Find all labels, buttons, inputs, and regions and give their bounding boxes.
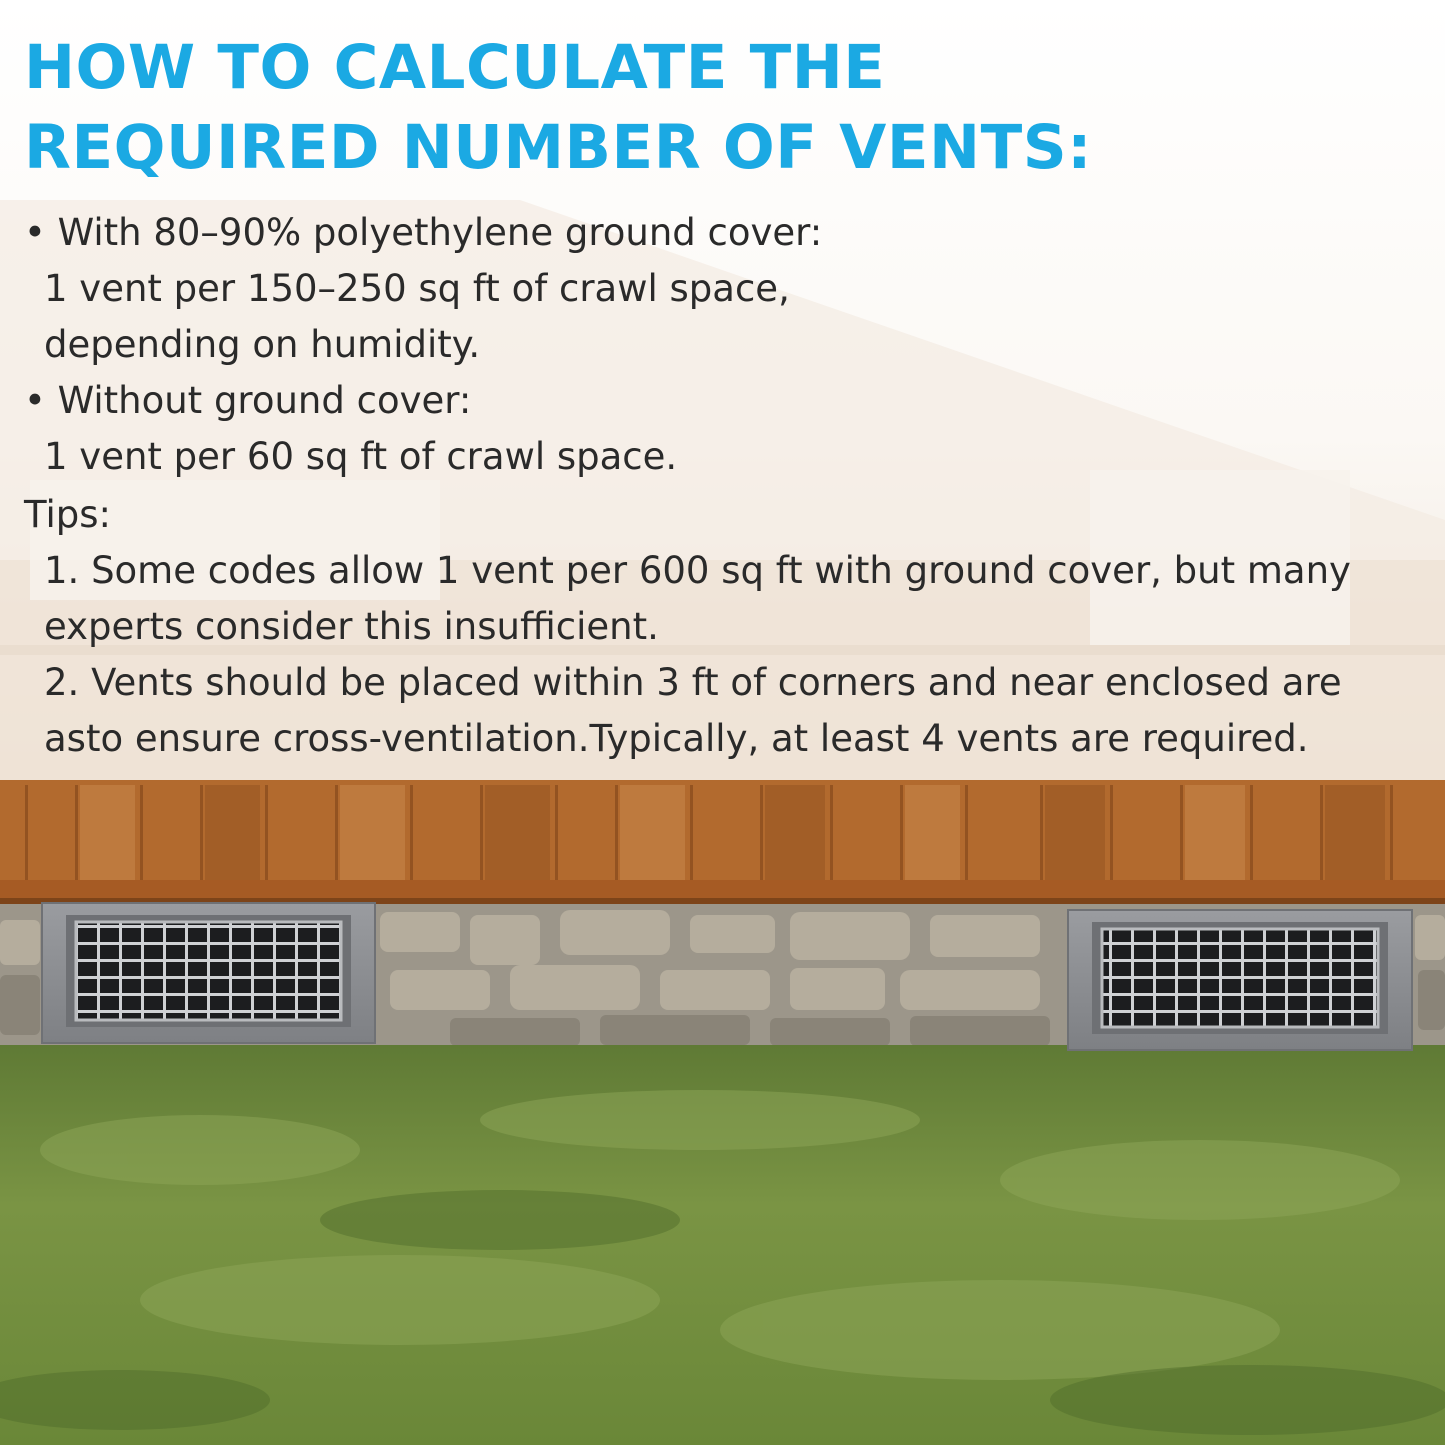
lawn xyxy=(0,1045,1445,1445)
bullet-lead: • Without ground cover: xyxy=(24,379,472,422)
tip-line: asto ensure cross-ventilation.Typically, at least 4 vents are required. xyxy=(44,717,1309,760)
bullet-lead: • With 80–90% polyethylene ground cover: xyxy=(24,211,823,254)
tip-item-2 xyxy=(24,655,1424,767)
tip-item-1 xyxy=(24,543,1424,655)
bullet-ground-cover xyxy=(24,205,1424,373)
bullet-detail: 1 vent per 60 sq ft of crawl space. xyxy=(44,435,678,478)
vent-guidelines xyxy=(24,205,1424,767)
page-title xyxy=(24,28,1424,188)
foundation-vent-right xyxy=(1068,910,1412,1050)
tip-line: 1. Some codes allow 1 vent per 600 sq ft with ground cover, but many xyxy=(44,549,1351,592)
foundation-vent-left xyxy=(42,903,375,1043)
title-line-2: REQUIRED NUMBER OF VENTS: xyxy=(24,112,1093,183)
bullet-no-ground-cover xyxy=(24,373,1424,485)
wood-siding xyxy=(0,780,1445,904)
title-line-1: HOW TO CALCULATE THE xyxy=(24,32,886,103)
bullet-detail: depending on humidity. xyxy=(44,323,481,366)
tip-line: 2. Vents should be placed within 3 ft of corners and near enclosed are xyxy=(44,661,1342,704)
bullet-detail: 1 vent per 150–250 sq ft of crawl space, xyxy=(44,267,790,310)
tips-label: Tips: xyxy=(24,493,111,536)
tip-line: experts consider this insufficient. xyxy=(44,605,659,648)
